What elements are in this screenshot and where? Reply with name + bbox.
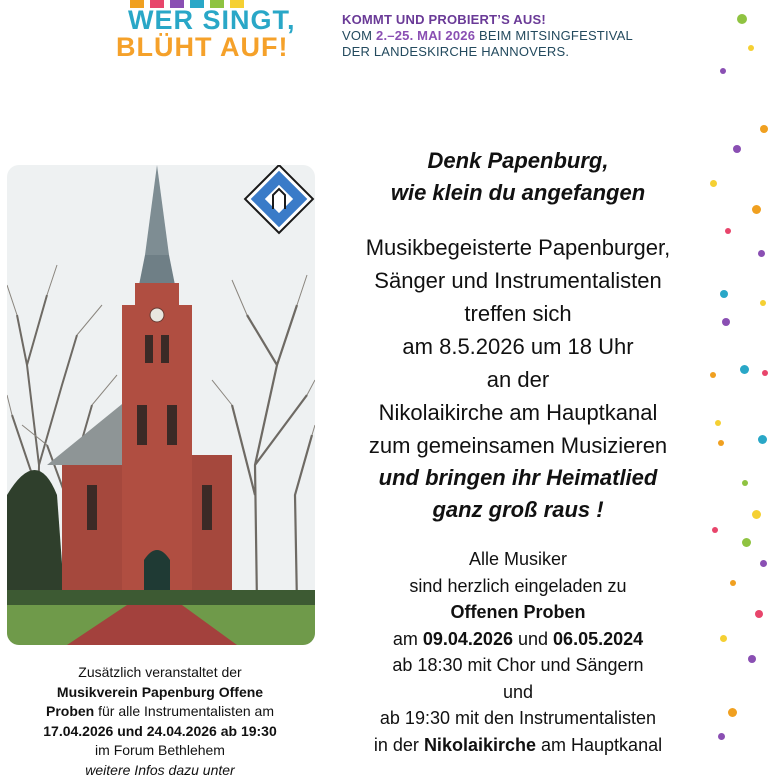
time-line-1: ab 18:30 mit Chor und Sängern bbox=[330, 652, 706, 679]
logo-line-2: BLÜHT AUF! bbox=[116, 33, 288, 61]
additional-info bbox=[10, 663, 310, 780]
confetti-dot bbox=[720, 635, 727, 642]
headline-line-2: wie klein du angefangen bbox=[330, 177, 706, 209]
body-line: Musikbegeisterte Papenburger, bbox=[330, 231, 706, 264]
location-line: in der Nikolaikirche am Hauptkanal bbox=[330, 732, 706, 759]
confetti-dot bbox=[762, 370, 768, 376]
event-announcement bbox=[330, 145, 706, 758]
tagline-dates: 2.–25. MAI 2026 bbox=[376, 28, 475, 43]
confetti-dot bbox=[740, 365, 749, 374]
confetti-dot bbox=[755, 610, 763, 618]
confetti-dot bbox=[737, 14, 747, 24]
body-line: Sänger und Instrumentalisten bbox=[330, 264, 706, 297]
body-line: an der bbox=[330, 363, 706, 396]
musiker-line-2: sind herzlich eingeladen zu bbox=[330, 573, 706, 600]
confetti-dot bbox=[730, 580, 736, 586]
musiker-line-3: Offenen Proben bbox=[330, 599, 706, 626]
confetti-dot bbox=[742, 538, 751, 547]
body-line: am 8.5.2026 um 18 Uhr bbox=[330, 330, 706, 363]
confetti-dot bbox=[720, 290, 728, 298]
emphasis-line-2: ganz groß raus ! bbox=[330, 494, 706, 526]
emphasis-line-1: und bringen ihr Heimatlied bbox=[330, 462, 706, 494]
tagline-title: KOMMT UND PROBIERT’S AUS! bbox=[342, 11, 682, 28]
confetti-dot bbox=[733, 145, 741, 153]
tagline-dates-line: VOM 2.–25. MAI 2026 BEIM MITSINGFESTIVAL bbox=[342, 28, 682, 44]
rehearsal-dates: am 09.04.2026 und 06.05.2024 bbox=[330, 626, 706, 653]
musiker-line-1: Alle Musiker bbox=[330, 546, 706, 573]
info-line-4: 17.04.2026 und 24.04.2026 ab 19:30 bbox=[10, 722, 310, 742]
confetti-dot bbox=[758, 250, 765, 257]
info-line-3: Proben für alle Instrumentalisten am bbox=[10, 702, 310, 722]
confetti-dot bbox=[718, 440, 724, 446]
time-line-2: ab 19:30 mit den Instrumentalisten bbox=[330, 705, 706, 732]
confetti-dot bbox=[712, 527, 718, 533]
confetti-dot bbox=[760, 560, 767, 567]
confetti-dot bbox=[758, 435, 767, 444]
body-line: zum gemeinsamen Musizieren bbox=[330, 429, 706, 462]
body-line: Nikolaikirche am Hauptkanal bbox=[330, 396, 706, 429]
confetti-dot bbox=[718, 733, 725, 740]
info-line-2: Musikverein Papenburg Offene bbox=[10, 683, 310, 703]
festival-tagline bbox=[342, 11, 682, 60]
info-line-5: im Forum Bethlehem bbox=[10, 741, 310, 761]
confetti-dot bbox=[715, 420, 721, 426]
confetti-dot bbox=[742, 480, 748, 486]
und-line: und bbox=[330, 679, 706, 706]
headline-line-1: Denk Papenburg, bbox=[330, 145, 706, 177]
confetti-dot bbox=[752, 205, 761, 214]
confetti-dot bbox=[748, 655, 756, 663]
confetti-dot bbox=[722, 318, 730, 326]
logo-line-1: WER SINGT, bbox=[128, 6, 296, 34]
tagline-line-3: DER LANDESKIRCHE HANNOVERS. bbox=[342, 44, 682, 60]
festival-logo bbox=[112, 0, 312, 62]
confetti-dot bbox=[710, 180, 717, 187]
church-photo bbox=[7, 165, 315, 645]
confetti-dot bbox=[760, 125, 768, 133]
confetti-dot bbox=[725, 228, 731, 234]
info-line-6: weitere Infos dazu unter bbox=[10, 761, 310, 780]
confetti-dot bbox=[720, 68, 726, 74]
confetti-dot bbox=[710, 372, 716, 378]
body-line: treffen sich bbox=[330, 297, 706, 330]
confetti-dot bbox=[760, 300, 766, 306]
confetti-dot bbox=[728, 708, 737, 717]
info-line-1: Zusätzlich veranstaltet der bbox=[10, 663, 310, 683]
confetti-dot bbox=[752, 510, 761, 519]
confetti-dot bbox=[748, 45, 754, 51]
